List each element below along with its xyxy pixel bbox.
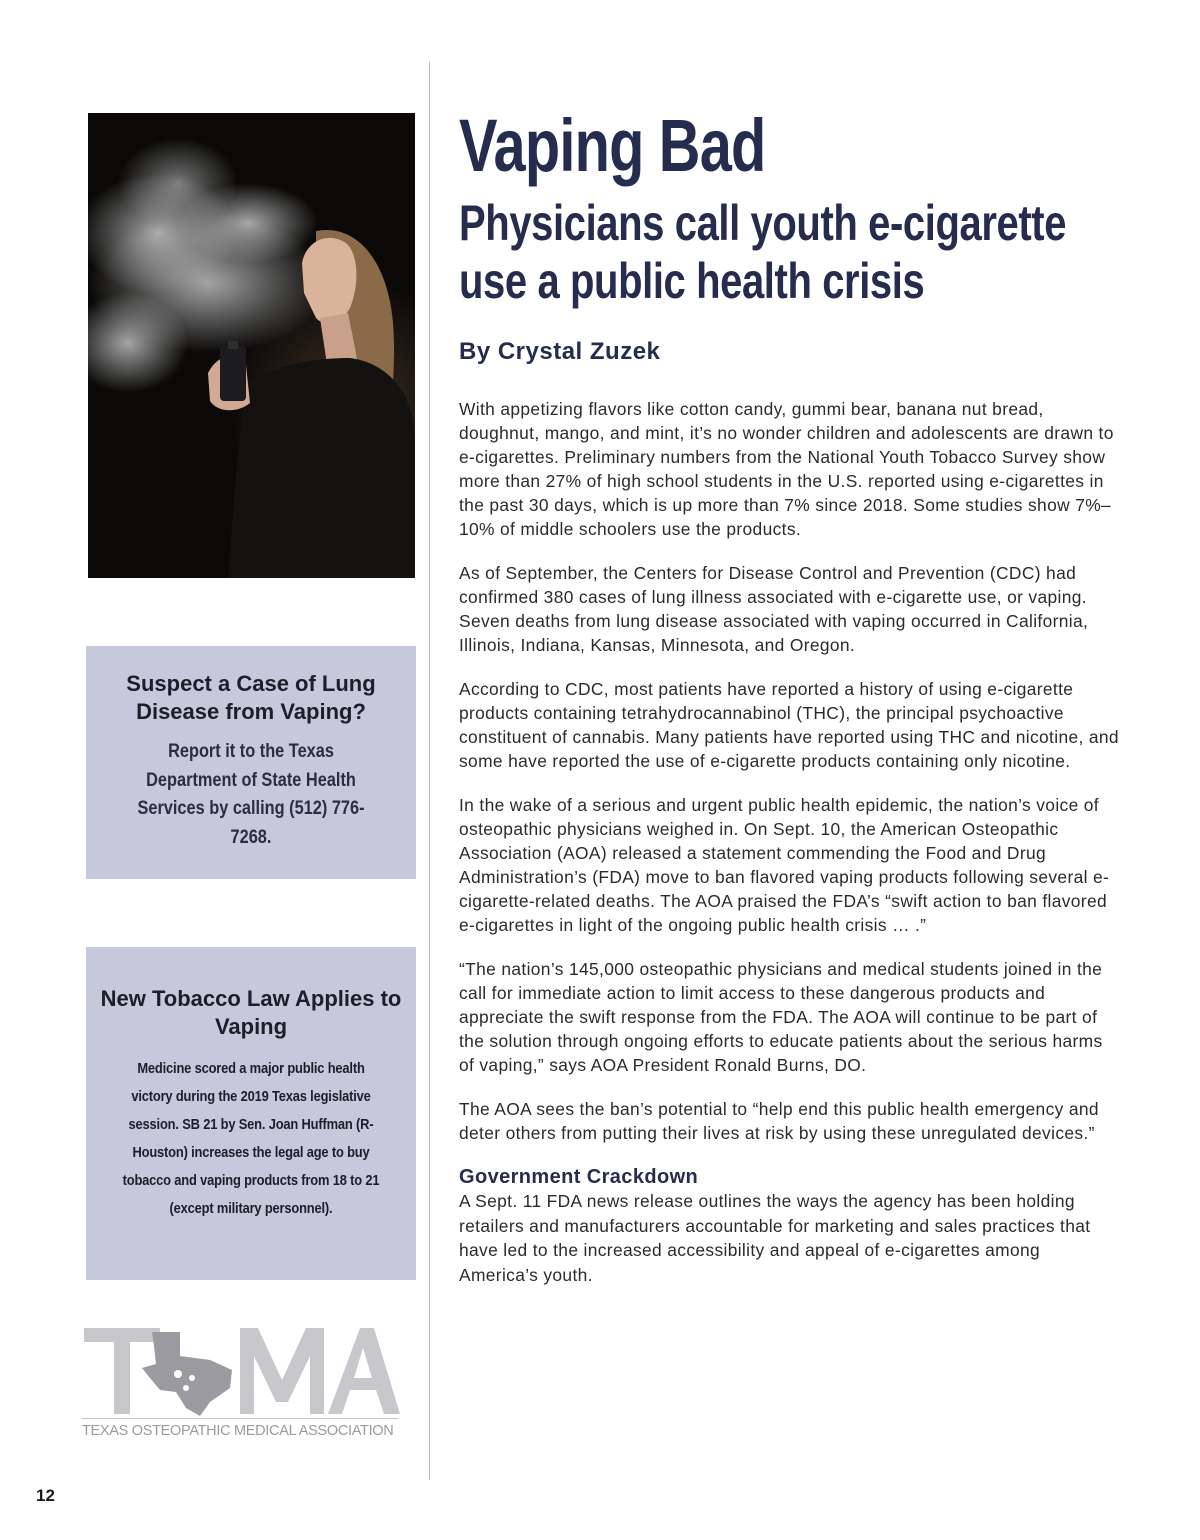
paragraph: With appetizing flavors like cotton candy, gummi bear, banana nut bread, doughnut, mango, and mint, it’s no wonder children and adolescents are drawn to e-cigarettes. Preliminary numbers from the National Youth Tobacco Survey show more than 27% of high school students in the U.S. reported using e-cigarettes in the past 30 days, which is up more than 7% since 2018. Some studies show 7%–10% of middle schoolers use the products. xyxy=(459,399,1114,539)
paragraph: A Sept. 11 FDA news release outlines the ways the agency has been holding retailers and manufacturers accountable for marketing and sales practices that have led to the increased accessibility and appeal of e-cigarettes among America’s youth. xyxy=(459,1191,1091,1285)
subhead-line-2: use a public health crisis xyxy=(459,253,925,309)
sidebar-box-tobacco-law xyxy=(86,947,416,1280)
sidebar-box-report xyxy=(86,646,416,879)
paragraph: As of September, the Centers for Disease Control and Prevention (CDC) had confirmed 380 cases of lung illness associated with e-cigarette use, or vaping. Seven deaths from lung disease associated with vaping occurred in California, Illinois, Indiana, Kansas, Minnesota, and Oregon. xyxy=(459,563,1089,655)
subhead xyxy=(459,194,1066,310)
sidebar-box-report-title: Suspect a Case of Lung Disease from Vaping? xyxy=(126,671,376,724)
paragraph: In the wake of a serious and urgent public health epidemic, the nation’s voice of osteopathic physicians weighed in. On Sept. 10, the American Osteopathic Association (AOA) released a statement commending the Food and Drug Administration’s (FDA) move to ban flavored vaping products following several e-cigarette-related deaths. The AOA praised the FDA’s “swift action to ban flavored e-cigarettes in light of the ongoing public health crisis … .” xyxy=(459,795,1110,935)
headline: Vaping Bad xyxy=(459,104,766,187)
paragraph: “The nation’s 145,000 osteopathic physicians and medical students joined in the call for immediate action to limit access to these dangerous products and appreciate the swift response from the FDA. The AOA will continue to be part of the solution through ongoing efforts to educate patients about the serious harms of vaping,” says AOA President Ronald Burns, DO. xyxy=(459,959,1103,1075)
svg-text:TOMA: TOMA xyxy=(82,1322,85,1323)
sidebar-box-tobacco-law-text: Medicine scored a major public health victory during the 2019 Texas legislative session. SB 21 by Sen. Joan Huffman (R-Houston) increases the legal age to buy tobacco and vaping products from 18 to 21 (except military personnel). xyxy=(122,1060,380,1217)
article-body xyxy=(459,397,1119,1287)
toma-logo-mark xyxy=(82,1322,400,1417)
sidebar-box-report-text: Report it to the Texas Department of State Health Services by calling (512) 776-7268. xyxy=(137,741,365,848)
logo-rule xyxy=(82,1418,398,1419)
article-photo xyxy=(88,113,415,578)
paragraph: The AOA sees the ban’s potential to “help end this public health emergency and deter others from putting their lives at risk by using these unregulated devices.” xyxy=(459,1099,1099,1143)
paragraph: According to CDC, most patients have reported a history of using e-cigarette products containing tetrahydrocannabinol (THC), the principal psychoactive constituent of cannabis. Many patients have reported using THC and nicotine, and some have reported the use of e-cigarette products containing only nicotine. xyxy=(459,679,1119,771)
column-divider xyxy=(429,62,430,1480)
toma-logo xyxy=(82,1322,400,1444)
logo-tagline: TEXAS OSTEOPATHIC MEDICAL ASSOCIATION xyxy=(82,1423,394,1439)
subhead-line-1: Physicians call youth e-cigarette xyxy=(459,195,1067,251)
byline: By Crystal Zuzek xyxy=(459,338,661,365)
section-heading: Government Crackdown xyxy=(459,1166,699,1188)
sidebar-box-tobacco-law-title: New Tobacco Law Applies to Vaping xyxy=(100,986,402,1039)
page-number: 12 xyxy=(36,1486,55,1505)
